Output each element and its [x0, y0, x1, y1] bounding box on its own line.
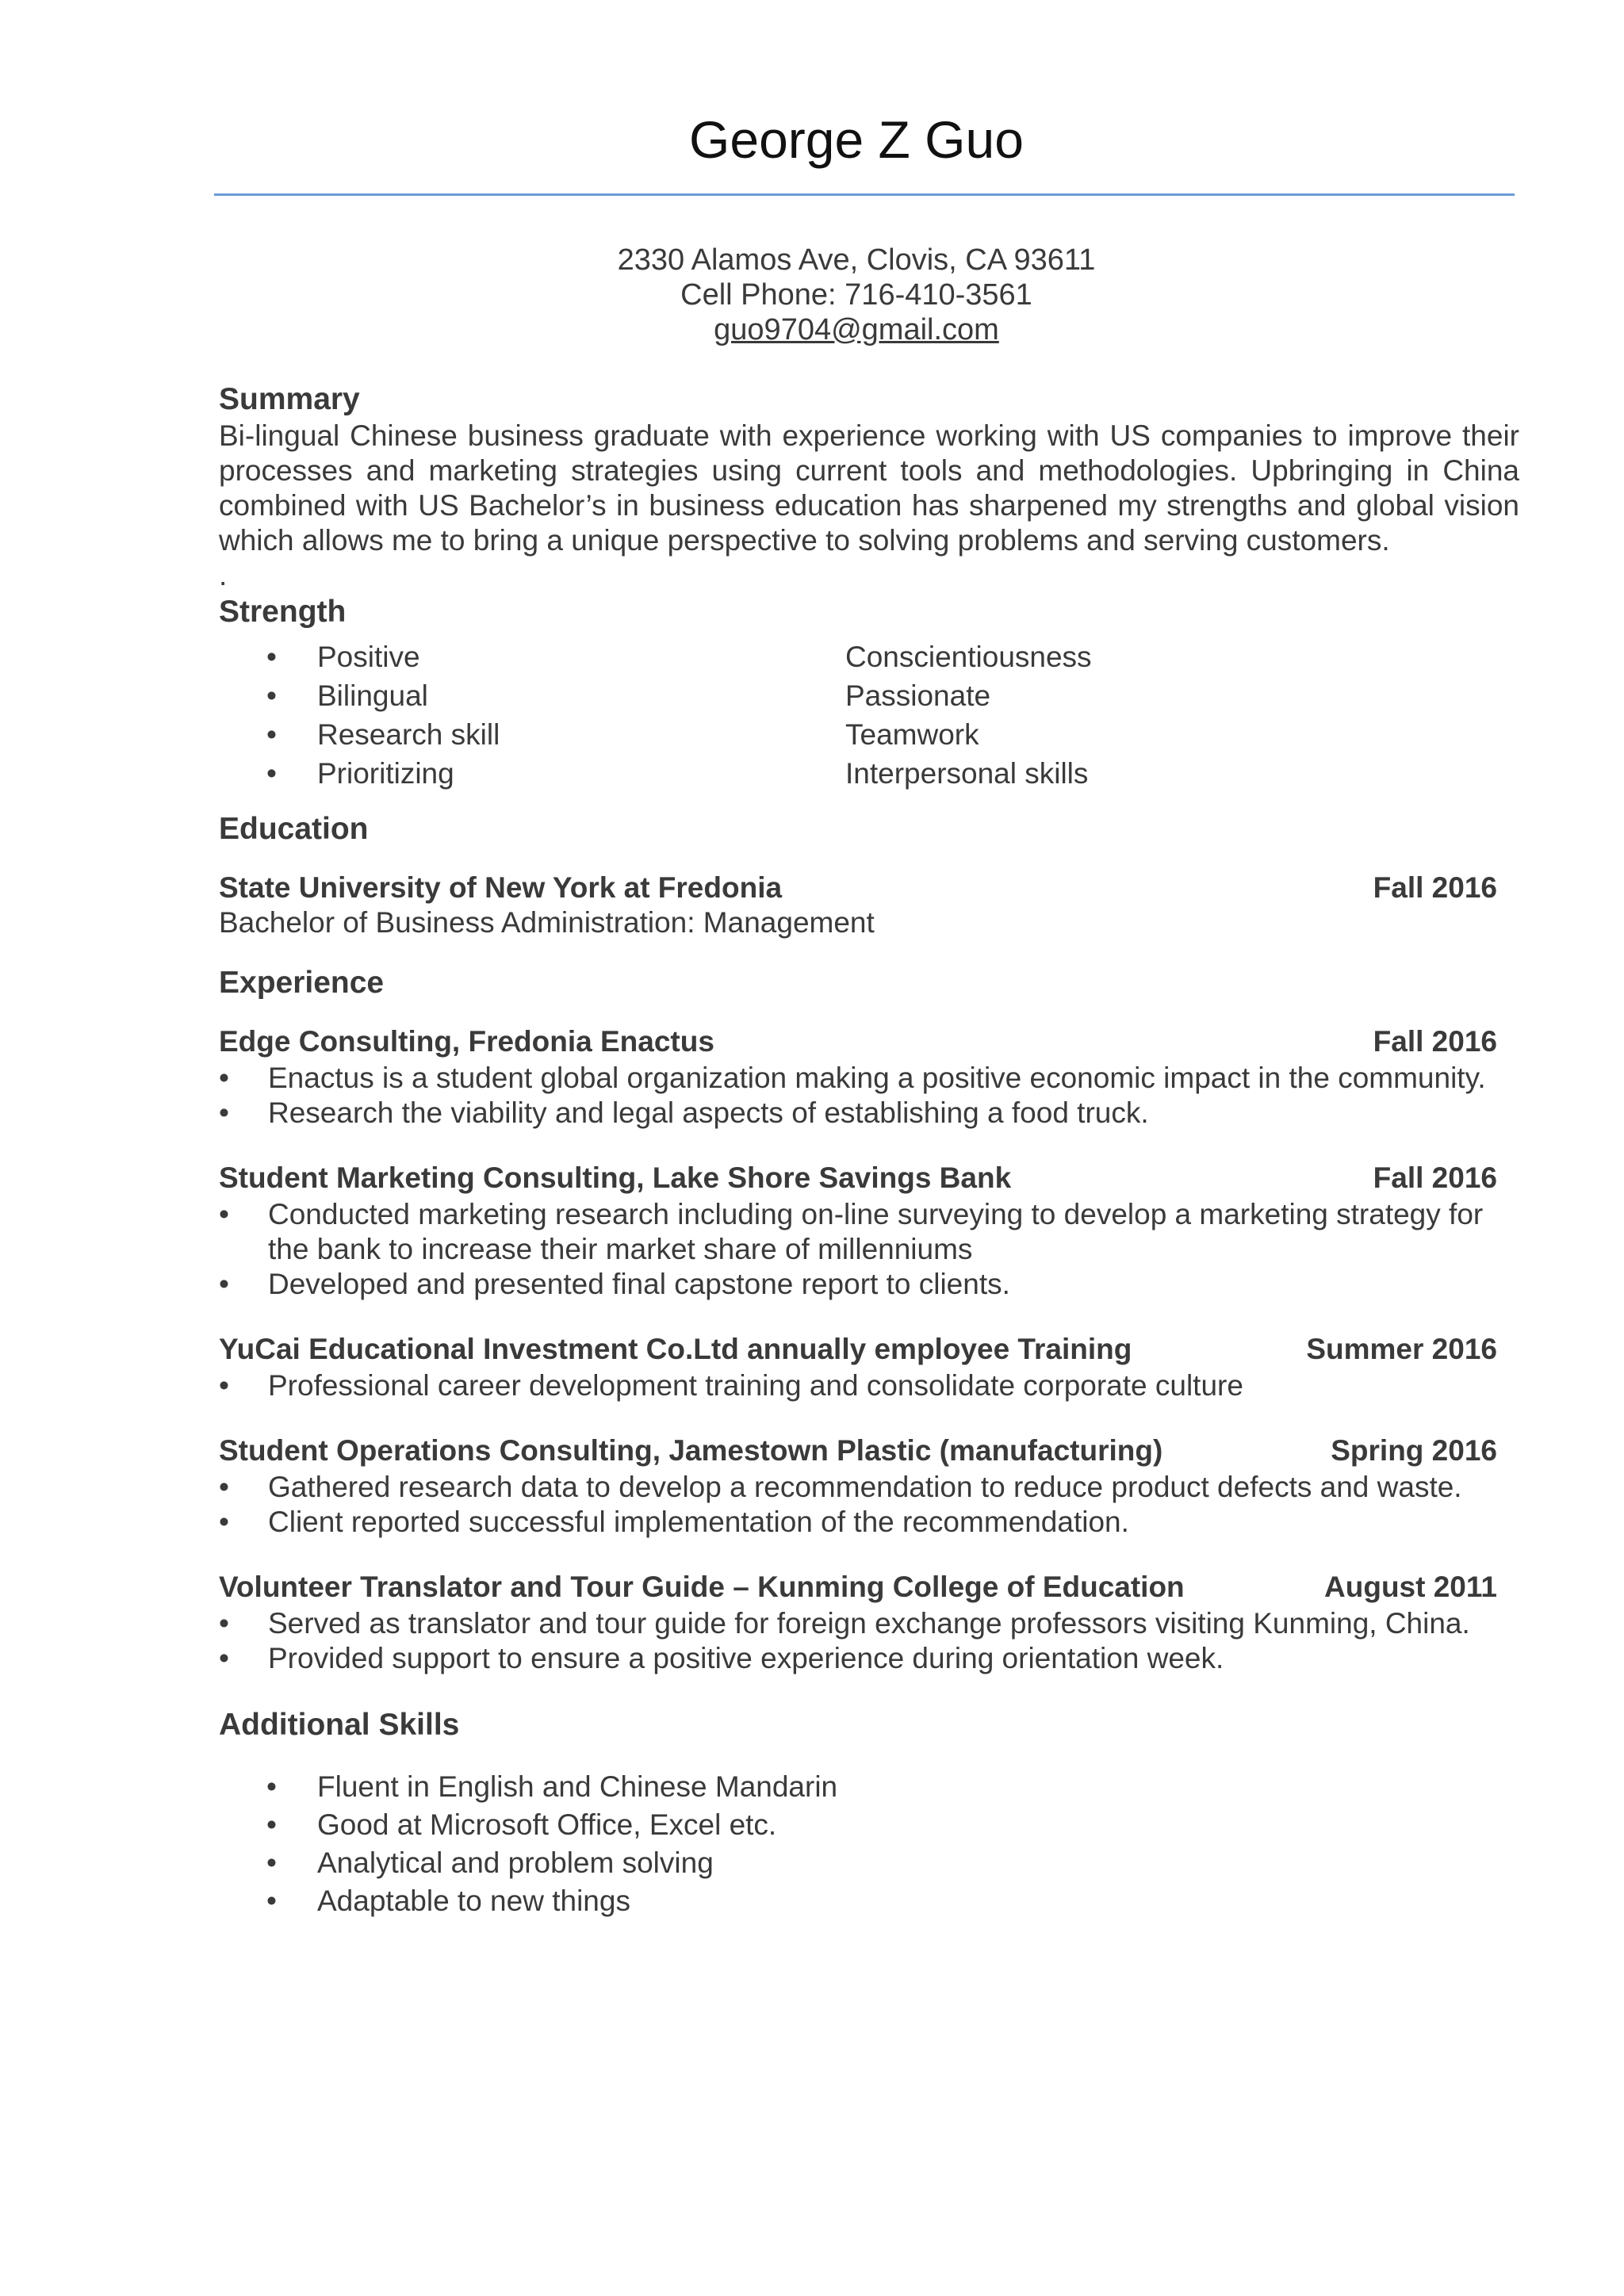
- list-item: [219, 1267, 1519, 1302]
- experience-heading: [219, 1433, 1497, 1468]
- strength-row: [219, 715, 1519, 754]
- list-item: [219, 1806, 1519, 1844]
- skill-text: Adaptable to new things: [317, 1885, 630, 1917]
- bullet-icon: •: [266, 1770, 277, 1803]
- strength-title: Strength: [219, 595, 347, 629]
- contact-block: [0, 243, 1624, 347]
- experience-bullets: [219, 1197, 1519, 1302]
- list-item: [219, 1641, 1519, 1676]
- experience-heading: [219, 1332, 1497, 1367]
- education-title: Education: [219, 812, 369, 846]
- experience-heading: [219, 1024, 1497, 1059]
- strength-item: Bilingual: [317, 679, 428, 712]
- experience-org: Student Operations Consulting, Jamestown Plastic (manufacturing): [219, 1434, 1163, 1467]
- experience-heading: [219, 1570, 1497, 1605]
- strength-item: Conscientiousness: [845, 640, 1092, 673]
- school-name: State University of New York at Fredonia: [219, 871, 783, 904]
- strength-row: [219, 676, 1519, 715]
- bullet-icon: •: [266, 1808, 277, 1841]
- bullet-icon: •: [219, 1062, 229, 1094]
- list-item: [219, 1505, 1519, 1540]
- list-item: [219, 1061, 1519, 1096]
- experience-org: Edge Consulting, Fredonia Enactus: [219, 1025, 714, 1058]
- list-item: [219, 1768, 1519, 1806]
- skills-title: Additional Skills: [219, 1708, 460, 1742]
- list-item: [219, 1197, 1519, 1267]
- bullet-icon: •: [266, 718, 277, 751]
- bullet-icon: •: [219, 1268, 229, 1300]
- experience-org: Student Marketing Consulting, Lake Shore Savings Bank: [219, 1161, 1012, 1194]
- strength-item: Positive: [317, 640, 420, 673]
- skill-text: Analytical and problem solving: [317, 1846, 714, 1879]
- bullet-text: Gathered research data to develop a recommendation to reduce product defects and waste.: [268, 1471, 1462, 1503]
- bullet-text: Developed and presented final capstone report to clients.: [268, 1268, 1010, 1300]
- bullet-text: Provided support to ensure a positive experience during orientation week.: [268, 1642, 1224, 1674]
- experience-bullets: [219, 1061, 1519, 1131]
- bullet-icon: •: [219, 1642, 229, 1674]
- bullet-text: Enactus is a student global organization making a positive economic impact in the community.: [268, 1062, 1486, 1094]
- bullet-icon: •: [219, 1369, 229, 1402]
- strength-item: Research skill: [317, 718, 500, 751]
- bullet-text: Professional career development training and consolidate corporate culture: [268, 1369, 1243, 1402]
- stray-dot: .: [219, 559, 228, 591]
- address: 2330 Alamos Ave, Clovis, CA 93611: [617, 243, 1096, 277]
- header-divider: [214, 193, 1515, 196]
- list-item: [219, 1606, 1519, 1641]
- experience-org: YuCai Educational Investment Co.Ltd annually employee Training: [219, 1333, 1132, 1365]
- experience-date: Spring 2016: [1331, 1434, 1497, 1467]
- experience-heading: [219, 1161, 1497, 1196]
- experience-date: Summer 2016: [1306, 1333, 1497, 1365]
- strength-row: [219, 754, 1519, 793]
- candidate-name: George Z Guo: [689, 110, 1024, 169]
- experience-date: Fall 2016: [1373, 1161, 1497, 1194]
- bullet-icon: •: [266, 640, 277, 673]
- experience-bullets: [219, 1606, 1519, 1676]
- experience-bullets: [219, 1470, 1519, 1540]
- resume-body: [219, 381, 1519, 1920]
- bullet-icon: •: [266, 1885, 277, 1917]
- strength-item: Prioritizing: [317, 756, 454, 790]
- bullet-icon: •: [219, 1607, 229, 1640]
- bullet-text: Client reported successful implementation of the recommendation.: [268, 1506, 1129, 1538]
- list-item: [219, 1368, 1519, 1403]
- strength-item: Passionate: [845, 679, 991, 712]
- bullet-icon: •: [266, 756, 277, 790]
- bullet-icon: •: [266, 679, 277, 712]
- skill-text: Fluent in English and Chinese Mandarin: [317, 1770, 838, 1803]
- education-heading: [219, 871, 1497, 905]
- skills-list: [219, 1768, 1519, 1920]
- list-item: [219, 1470, 1519, 1505]
- degree: Bachelor of Business Administration: Management: [219, 906, 875, 939]
- email-link[interactable]: guo9704@gmail.com: [714, 313, 999, 346]
- list-item: [219, 1844, 1519, 1882]
- bullet-text: Research the viability and legal aspects of establishing a food truck.: [268, 1096, 1149, 1129]
- list-item: [219, 1882, 1519, 1920]
- bullet-icon: •: [219, 1471, 229, 1503]
- skill-text: Good at Microsoft Office, Excel etc.: [317, 1808, 777, 1841]
- strength-item: Teamwork: [845, 718, 979, 751]
- bullet-icon: •: [266, 1846, 277, 1879]
- bullet-icon: •: [219, 1506, 229, 1538]
- experience-date: Fall 2016: [1373, 1025, 1497, 1058]
- summary-text: Bi-lingual Chinese business graduate with experience working with US companies to improve their processes and marketing strategies using current tools and methodologies. Upbringing in China combined with US Bachelor’s in business education has sharpened my strengths and global vision which allows me to bring a unique perspective to solving problems and serving customers.: [219, 419, 1519, 557]
- bullet-text: Served as translator and tour guide for foreign exchange professors visiting Kunming, China.: [268, 1607, 1470, 1640]
- experience-date: August 2011: [1324, 1571, 1497, 1603]
- bullet-icon: •: [219, 1198, 229, 1230]
- bullet-text: Conducted marketing research including on-line surveying to develop a marketing strategy for the bank to increase their market share of millenniums: [268, 1198, 1484, 1265]
- experience-title: Experience: [219, 966, 385, 1000]
- experience-bullets: [219, 1368, 1519, 1403]
- bullet-icon: •: [219, 1096, 229, 1129]
- summary-title: Summary: [219, 382, 360, 416]
- education-date: Fall 2016: [1373, 871, 1497, 904]
- list-item: [219, 1096, 1519, 1131]
- strength-list: [219, 637, 1519, 793]
- strength-item: Interpersonal skills: [845, 756, 1089, 790]
- strength-row: [219, 637, 1519, 676]
- experience-org: Volunteer Translator and Tour Guide – Kunming College of Education: [219, 1571, 1185, 1603]
- phone: Cell Phone: 716-410-3561: [680, 278, 1032, 312]
